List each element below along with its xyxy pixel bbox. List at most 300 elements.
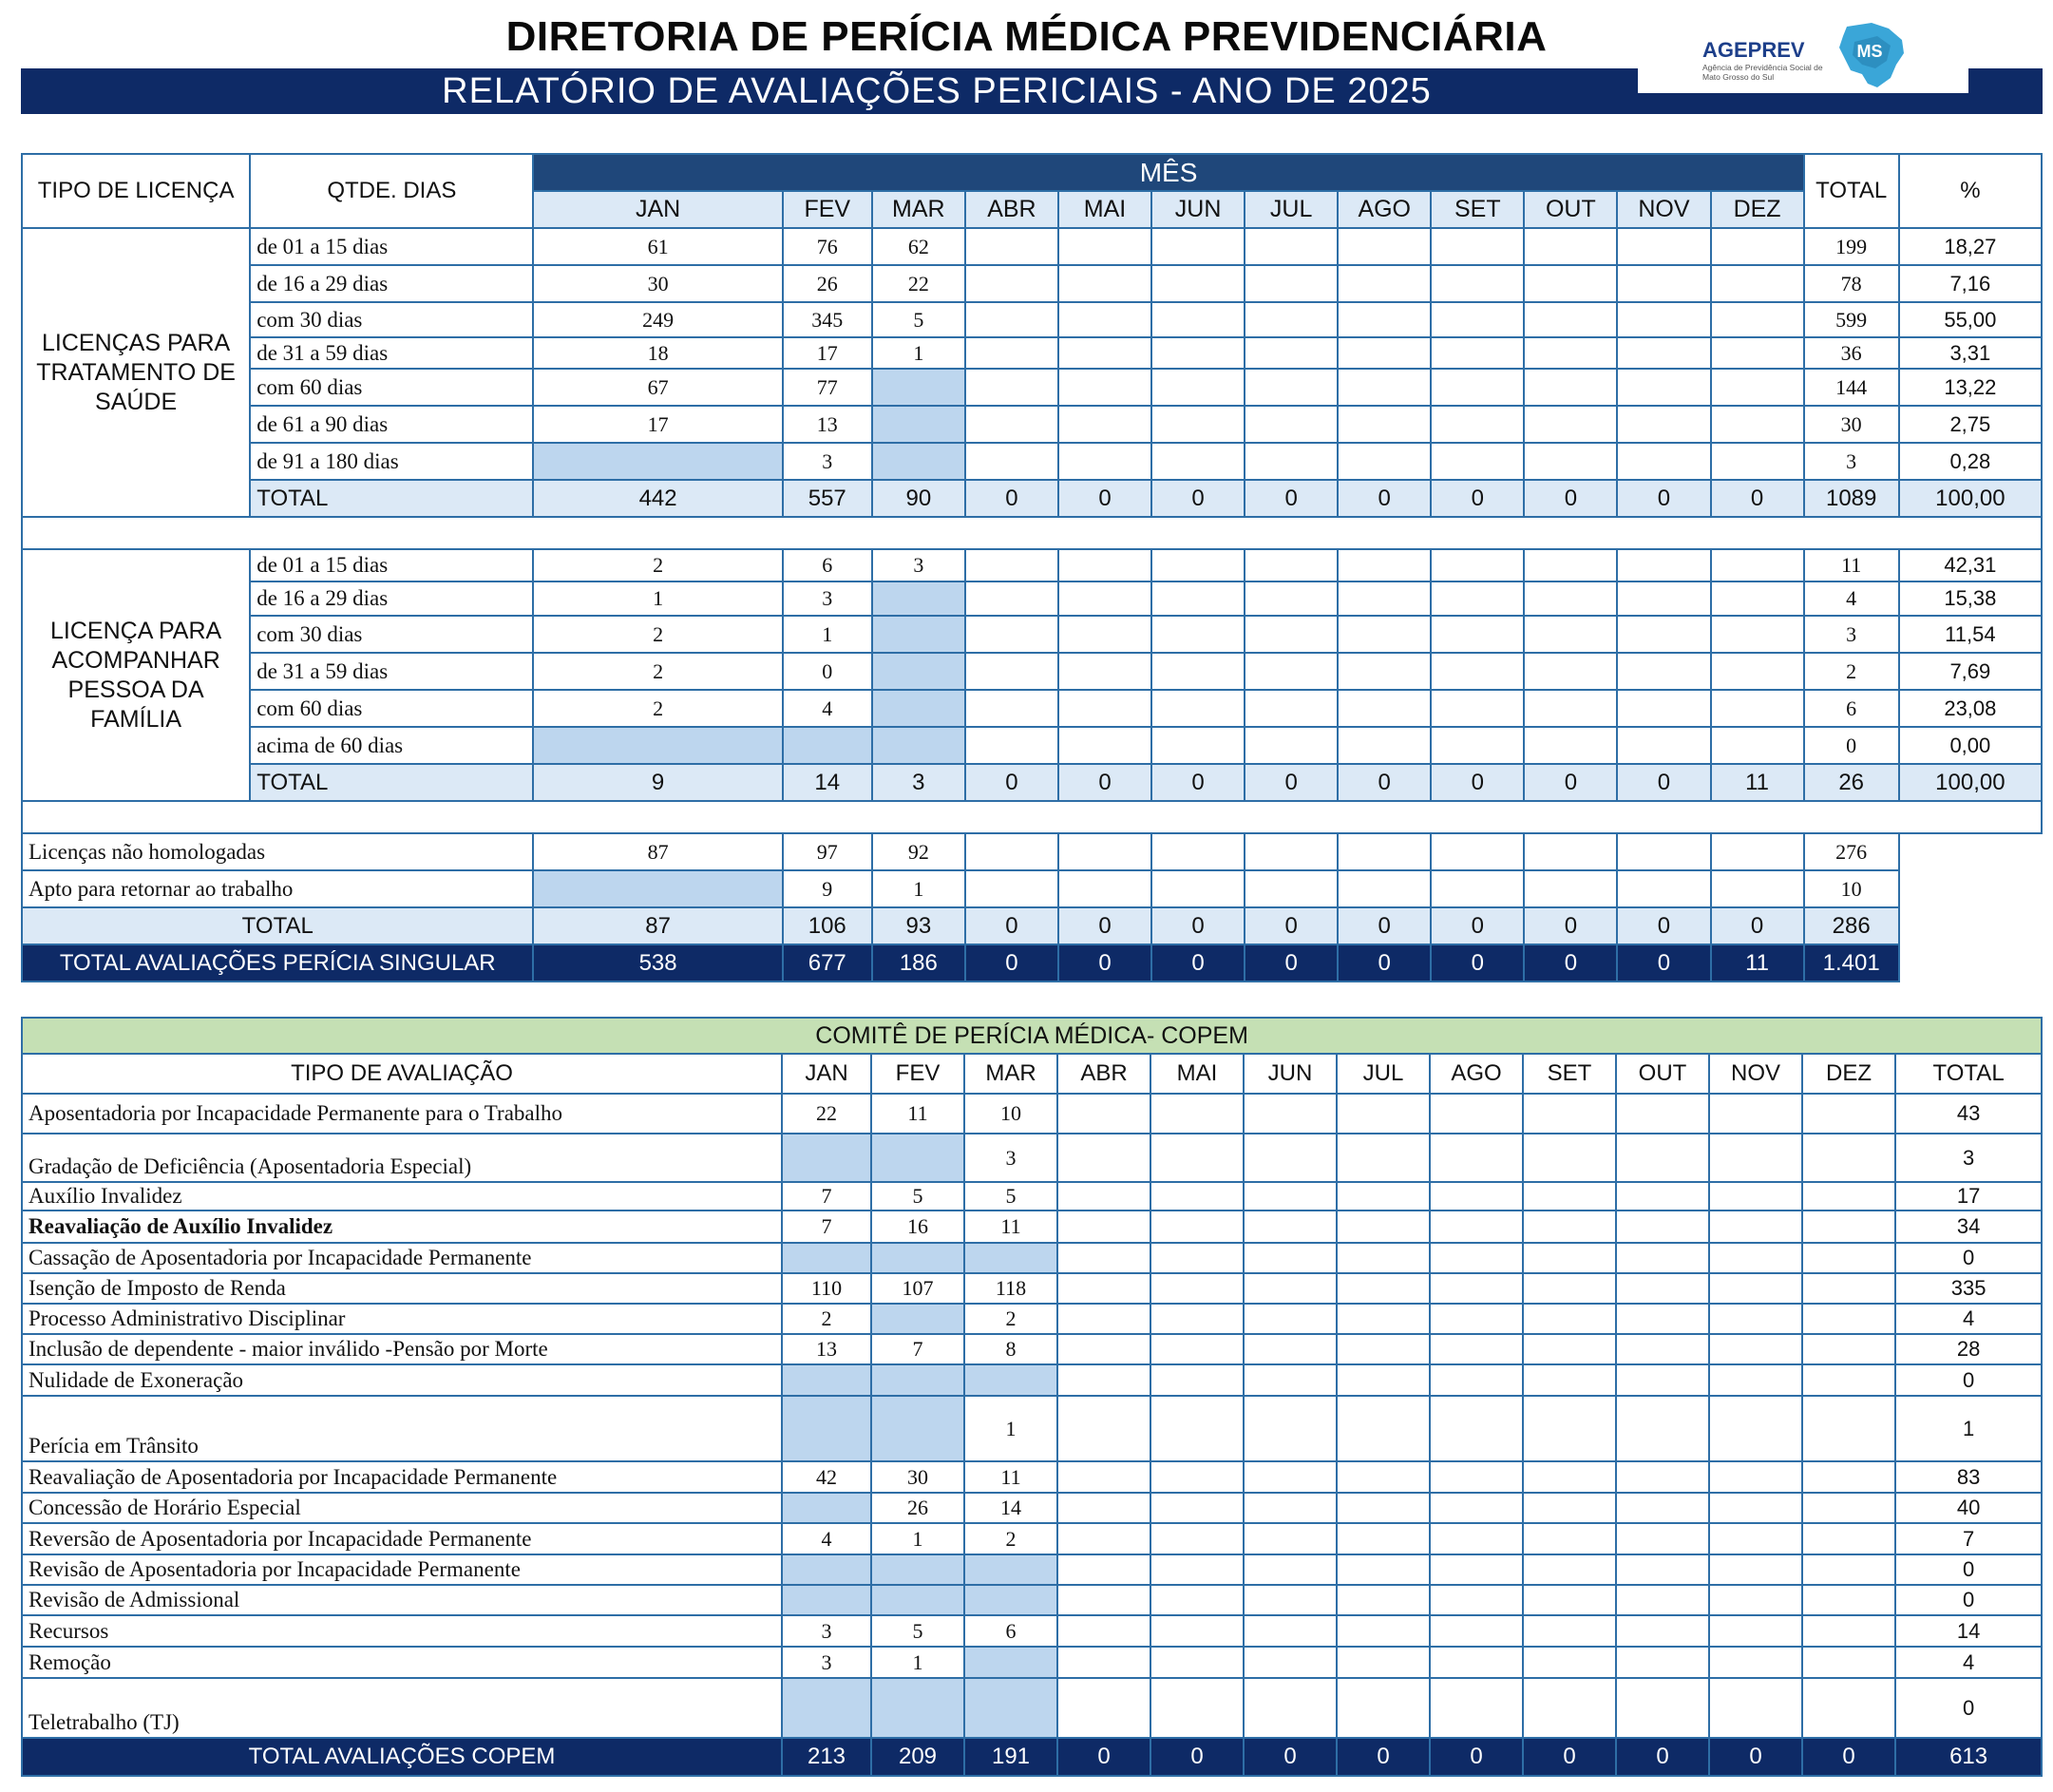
- copem-row-label: Cassação de Aposentadoria por Incapacidade Permanente: [22, 1243, 782, 1273]
- table-row: [22, 443, 2042, 480]
- copem-month-value: [1616, 1182, 1709, 1211]
- copem-month-value: [964, 1647, 1057, 1678]
- month-value: 4: [783, 690, 872, 727]
- total-label: TOTAL: [250, 764, 533, 801]
- copem-month-value: [782, 1396, 871, 1461]
- copem-month-value: [1057, 1243, 1150, 1273]
- copem-month-value: [1523, 1273, 1616, 1304]
- month-value: 13: [783, 406, 872, 443]
- logo-tagline: Agência de Previdência Social de Mato Grosso do Sul: [1702, 63, 1823, 82]
- month-value: [872, 369, 965, 406]
- month-value: [1617, 337, 1710, 369]
- copem-month-value: [1430, 1364, 1523, 1396]
- month-value: 1: [783, 616, 872, 653]
- row-label: de 91 a 180 dias: [250, 443, 533, 480]
- month-value: [1245, 337, 1338, 369]
- month-value: [1338, 549, 1431, 581]
- mes-header: MÊS: [533, 154, 1803, 191]
- copem-month-value: [1616, 1364, 1709, 1396]
- copem-month-value: 16: [871, 1211, 964, 1243]
- empty-cell: [1899, 907, 2042, 944]
- month-value: [1058, 265, 1151, 302]
- copem-month-value: [1150, 1334, 1244, 1364]
- subtitle-text: RELATÓRIO DE AVALIAÇÕES PERICIAIS - ANO DE 2025: [442, 71, 1432, 111]
- copem-month-value: 2: [964, 1523, 1057, 1554]
- total-value: 0: [1431, 764, 1524, 801]
- row-label: com 60 dias: [250, 369, 533, 406]
- month-header-fev: FEV: [783, 191, 872, 228]
- row-pct: 7,69: [1899, 653, 2042, 690]
- month-value: [1151, 616, 1245, 653]
- month-value: 61: [533, 228, 782, 265]
- copem-month-value: [1337, 1615, 1430, 1647]
- month-value: [965, 833, 1058, 870]
- month-value: [1431, 653, 1524, 690]
- month-value: [1151, 581, 1245, 616]
- copem-month-value: [1802, 1615, 1895, 1647]
- copem-month-value: [1337, 1585, 1430, 1615]
- spacer-row-cell: [1899, 517, 2042, 549]
- copem-month-value: [1337, 1134, 1430, 1182]
- table-row: [22, 653, 2042, 690]
- month-value: [1617, 302, 1710, 337]
- copem-month-header-out: OUT: [1616, 1054, 1709, 1094]
- copem-month-value: [1802, 1647, 1895, 1678]
- copem-month-value: [1150, 1678, 1244, 1738]
- month-value: [1524, 616, 1617, 653]
- month-value: [1617, 833, 1710, 870]
- copem-month-value: [1430, 1094, 1523, 1134]
- copem-month-value: [1523, 1334, 1616, 1364]
- copem-row-label: Perícia em Trânsito: [22, 1396, 782, 1461]
- grand-total-value: 0: [1617, 944, 1710, 982]
- month-value: [1617, 870, 1710, 907]
- month-value: [1058, 369, 1151, 406]
- month-value: [1058, 549, 1151, 581]
- copem-month-value: 1: [871, 1523, 964, 1554]
- copem-month-value: [1244, 1523, 1337, 1554]
- total-label: TOTAL: [22, 907, 533, 944]
- month-value: [965, 690, 1058, 727]
- row-total: 78: [1804, 265, 1899, 302]
- copem-month-value: 11: [964, 1211, 1057, 1243]
- month-value: [1058, 228, 1151, 265]
- copem-month-value: [1057, 1273, 1150, 1304]
- copem-month-value: [1337, 1364, 1430, 1396]
- month-value: [965, 653, 1058, 690]
- grand-total-value: 0: [1524, 944, 1617, 982]
- total-value: 0: [1338, 480, 1431, 517]
- total-value: 0: [1338, 907, 1431, 944]
- copem-month-value: [1150, 1364, 1244, 1396]
- copem-month-value: [1057, 1523, 1150, 1554]
- copem-row: [22, 1094, 2042, 1134]
- month-value: [1058, 690, 1151, 727]
- month-value: 97: [783, 833, 872, 870]
- copem-month-value: [1057, 1396, 1150, 1461]
- copem-month-value: [1802, 1273, 1895, 1304]
- tipo-avaliacao-header: TIPO DE AVALIAÇÃO: [22, 1054, 782, 1094]
- month-value: [1058, 833, 1151, 870]
- copem-row: [22, 1182, 2042, 1211]
- empty-cell: [1899, 870, 2042, 907]
- table-row: [22, 302, 2042, 337]
- copem-row-label: Concessão de Horário Especial: [22, 1493, 782, 1523]
- month-value: 6: [783, 549, 872, 581]
- copem-row: [22, 1678, 2042, 1738]
- copem-month-header-mai: MAI: [1150, 1054, 1244, 1094]
- month-value: [1245, 369, 1338, 406]
- month-header-ago: AGO: [1338, 191, 1431, 228]
- copem-month-value: [1337, 1304, 1430, 1334]
- copem-month-value: 5: [871, 1615, 964, 1647]
- copem-month-value: 8: [964, 1334, 1057, 1364]
- month-value: [1245, 833, 1338, 870]
- copem-month-value: [1337, 1243, 1430, 1273]
- total-value: 0: [1617, 764, 1710, 801]
- copem-row-total: 3: [1895, 1134, 2042, 1182]
- copem-table: [21, 1017, 2043, 1777]
- copem-month-value: [1430, 1554, 1523, 1585]
- copem-row-label: Nulidade de Exoneração: [22, 1364, 782, 1396]
- total-value: 557: [783, 480, 872, 517]
- copem-month-value: [1430, 1334, 1523, 1364]
- copem-month-header-nov: NOV: [1709, 1054, 1802, 1094]
- spacer-row-cell: [22, 801, 1899, 833]
- grand-total-row: [22, 944, 2042, 982]
- row-total: 36: [1804, 337, 1899, 369]
- copem-month-value: [1523, 1461, 1616, 1493]
- total-value: 0: [1245, 480, 1338, 517]
- copem-month-value: 5: [871, 1182, 964, 1211]
- month-value: [1151, 690, 1245, 727]
- copem-month-value: [1150, 1554, 1244, 1585]
- copem-month-value: [1709, 1182, 1802, 1211]
- copem-month-value: [1709, 1273, 1802, 1304]
- copem-month-header-abr: ABR: [1057, 1054, 1150, 1094]
- copem-month-value: [1430, 1493, 1523, 1523]
- copem-month-value: 2: [964, 1304, 1057, 1334]
- month-value: [1338, 653, 1431, 690]
- copem-month-value: [871, 1304, 964, 1334]
- copem-month-value: [1337, 1678, 1430, 1738]
- row-total: 4: [1804, 581, 1899, 616]
- copem-month-value: [1523, 1364, 1616, 1396]
- copem-row-label: Teletrabalho (TJ): [22, 1678, 782, 1738]
- copem-month-value: [1244, 1647, 1337, 1678]
- month-value: [1431, 870, 1524, 907]
- month-value: [965, 443, 1058, 480]
- row-pct: 55,00: [1899, 302, 2042, 337]
- total-value: 0: [1058, 764, 1151, 801]
- month-value: [1245, 406, 1338, 443]
- copem-month-value: [1802, 1304, 1895, 1334]
- month-value: [1431, 727, 1524, 764]
- total-value: 0: [1711, 907, 1804, 944]
- row-label: com 60 dias: [250, 690, 533, 727]
- copem-month-value: [1802, 1396, 1895, 1461]
- month-value: [1058, 443, 1151, 480]
- month-value: [1338, 870, 1431, 907]
- month-value: 3: [783, 581, 872, 616]
- copem-month-header-ago: AGO: [1430, 1054, 1523, 1094]
- month-value: 92: [872, 833, 965, 870]
- month-value: [1524, 406, 1617, 443]
- total-value: 0: [1617, 907, 1710, 944]
- copem-month-value: [871, 1134, 964, 1182]
- copem-month-value: [1150, 1493, 1244, 1523]
- month-value: [1711, 870, 1804, 907]
- copem-month-value: [1802, 1364, 1895, 1396]
- copem-row: [22, 1585, 2042, 1615]
- grand-total-sum: 1.401: [1804, 944, 1899, 982]
- copem-row-label: Reversão de Aposentadoria por Incapacidade Permanente: [22, 1523, 782, 1554]
- row-label: com 30 dias: [250, 616, 533, 653]
- copem-month-value: [1150, 1243, 1244, 1273]
- copem-row: [22, 1134, 2042, 1182]
- row-pct: 18,27: [1899, 228, 2042, 265]
- copem-month-value: [1802, 1461, 1895, 1493]
- month-value: [1245, 265, 1338, 302]
- row-total: 144: [1804, 369, 1899, 406]
- copem-month-value: [1057, 1134, 1150, 1182]
- copem-month-value: [1616, 1585, 1709, 1615]
- month-value: [1431, 443, 1524, 480]
- copem-month-value: [1802, 1678, 1895, 1738]
- spacer-row-cell: [1899, 801, 2042, 833]
- month-header-jun: JUN: [1151, 191, 1245, 228]
- month-value: [965, 549, 1058, 581]
- month-value: [1711, 581, 1804, 616]
- copem-month-value: 14: [964, 1493, 1057, 1523]
- copem-month-value: [782, 1493, 871, 1523]
- copem-total-label: TOTAL AVALIAÇÕES COPEM: [22, 1738, 782, 1776]
- copem-row-total: 7: [1895, 1523, 2042, 1554]
- copem-month-header-set: SET: [1523, 1054, 1616, 1094]
- month-value: [1338, 302, 1431, 337]
- copem-month-value: 3: [782, 1647, 871, 1678]
- copem-month-value: 22: [782, 1094, 871, 1134]
- copem-month-value: [1709, 1493, 1802, 1523]
- month-value: 77: [783, 369, 872, 406]
- copem-month-value: [1802, 1585, 1895, 1615]
- copem-month-value: [1057, 1554, 1150, 1585]
- copem-month-value: [1430, 1523, 1523, 1554]
- copem-month-value: [1802, 1094, 1895, 1134]
- copem-month-value: [1709, 1334, 1802, 1364]
- copem-row: [22, 1364, 2042, 1396]
- month-value: [1524, 690, 1617, 727]
- row-total: 11: [1804, 549, 1899, 581]
- copem-month-value: [1244, 1461, 1337, 1493]
- month-value: [872, 616, 965, 653]
- month-value: [1711, 690, 1804, 727]
- empty-cell: [1899, 944, 2042, 982]
- copem-month-value: [1337, 1396, 1430, 1461]
- month-value: 30: [533, 265, 782, 302]
- copem-month-value: [1616, 1094, 1709, 1134]
- month-value: [1431, 369, 1524, 406]
- month-header-out: OUT: [1524, 191, 1617, 228]
- month-value: [1338, 727, 1431, 764]
- month-value: [1338, 228, 1431, 265]
- copem-month-value: [1430, 1211, 1523, 1243]
- month-value: [872, 581, 965, 616]
- copem-month-value: [1709, 1585, 1802, 1615]
- month-value: [1431, 549, 1524, 581]
- month-value: [1617, 653, 1710, 690]
- copem-row: [22, 1243, 2042, 1273]
- row-total: 199: [1804, 228, 1899, 265]
- logo-name: AGEPREV: [1702, 38, 1805, 62]
- month-value: [1431, 265, 1524, 302]
- copem-month-value: [1337, 1273, 1430, 1304]
- month-value: [1431, 228, 1524, 265]
- copem-month-value: [1709, 1211, 1802, 1243]
- copem-month-value: [1430, 1396, 1523, 1461]
- month-value: 3: [872, 549, 965, 581]
- copem-month-value: 13: [782, 1334, 871, 1364]
- ms-map-icon: [1834, 21, 1908, 91]
- copem-month-value: [1523, 1585, 1616, 1615]
- row-total: 10: [1804, 870, 1899, 907]
- row-label: de 16 a 29 dias: [250, 265, 533, 302]
- copem-month-value: [1523, 1396, 1616, 1461]
- copem-month-value: [1057, 1461, 1150, 1493]
- copem-month-value: [1709, 1396, 1802, 1461]
- copem-month-value: 42: [782, 1461, 871, 1493]
- month-value: [872, 443, 965, 480]
- copem-month-value: [1430, 1134, 1523, 1182]
- table-row: [22, 406, 2042, 443]
- month-value: [1151, 653, 1245, 690]
- month-header-abr: ABR: [965, 191, 1058, 228]
- copem-month-value: [1244, 1493, 1337, 1523]
- copem-row-label: Gradação de Deficiência (Aposentadoria Especial): [22, 1134, 782, 1182]
- copem-month-value: [782, 1678, 871, 1738]
- month-value: [965, 265, 1058, 302]
- row-total: 599: [1804, 302, 1899, 337]
- month-value: [1711, 228, 1804, 265]
- copem-month-value: [1057, 1678, 1150, 1738]
- copem-month-value: [1523, 1243, 1616, 1273]
- month-value: [1711, 727, 1804, 764]
- copem-row-label: Revisão de Admissional: [22, 1585, 782, 1615]
- main-table: [21, 153, 2043, 982]
- copem-month-value: 10: [964, 1094, 1057, 1134]
- spacer-row: [22, 517, 2042, 549]
- total-sum: 286: [1804, 907, 1899, 944]
- total-value: 442: [533, 480, 782, 517]
- month-value: 62: [872, 228, 965, 265]
- copem-month-value: [1523, 1523, 1616, 1554]
- total-value: 0: [1245, 764, 1338, 801]
- copem-row: [22, 1493, 2042, 1523]
- total-value: 0: [965, 480, 1058, 517]
- month-value: 67: [533, 369, 782, 406]
- copem-row: [22, 1461, 2042, 1493]
- month-value: 0: [783, 653, 872, 690]
- row-pct: 11,54: [1899, 616, 2042, 653]
- copem-month-value: [782, 1585, 871, 1615]
- copem-row: [22, 1334, 2042, 1364]
- row-label: de 31 a 59 dias: [250, 653, 533, 690]
- month-value: [1524, 228, 1617, 265]
- qtde-dias-header: QTDE. DIAS: [250, 154, 533, 228]
- copem-row-label: Auxílio Invalidez: [22, 1182, 782, 1211]
- month-value: [1151, 228, 1245, 265]
- copem-month-value: [1150, 1585, 1244, 1615]
- copem-month-value: [1337, 1094, 1430, 1134]
- row-label: Apto para retornar ao trabalho: [22, 870, 533, 907]
- copem-total-value: 0: [1616, 1738, 1709, 1776]
- month-value: [1058, 302, 1151, 337]
- spacer-row: [22, 801, 2042, 833]
- month-value: [1151, 833, 1245, 870]
- copem-row-total: 0: [1895, 1585, 2042, 1615]
- month-value: [1151, 727, 1245, 764]
- row-pct: 15,38: [1899, 581, 2042, 616]
- copem-month-value: 2: [782, 1304, 871, 1334]
- row-total: 6: [1804, 690, 1899, 727]
- copem-total-sum: 613: [1895, 1738, 2042, 1776]
- copem-month-value: [1523, 1554, 1616, 1585]
- month-value: [965, 337, 1058, 369]
- month-value: 2: [533, 549, 782, 581]
- copem-month-value: [1802, 1554, 1895, 1585]
- copem-month-header-jan: JAN: [782, 1054, 871, 1094]
- total-row: [22, 764, 2042, 801]
- month-value: [965, 727, 1058, 764]
- copem-row-total: 28: [1895, 1334, 2042, 1364]
- month-value: [965, 581, 1058, 616]
- month-value: [1058, 653, 1151, 690]
- month-value: [1058, 870, 1151, 907]
- month-value: [965, 870, 1058, 907]
- copem-month-value: [1709, 1364, 1802, 1396]
- row-pct: 13,22: [1899, 369, 2042, 406]
- copem-month-value: [1337, 1461, 1430, 1493]
- copem-total-value: 209: [871, 1738, 964, 1776]
- copem-total-value: 0: [1150, 1738, 1244, 1776]
- copem-total-value: 191: [964, 1738, 1057, 1776]
- total-value: 0: [1524, 907, 1617, 944]
- month-value: [533, 870, 782, 907]
- total-value: 87: [533, 907, 782, 944]
- month-value: [1524, 265, 1617, 302]
- section1-category: LICENÇAS PARA TRATAMENTO DE SAÚDE: [22, 228, 250, 517]
- copem-row-total: 14: [1895, 1615, 2042, 1647]
- total-value: 0: [1524, 480, 1617, 517]
- copem-month-value: [1523, 1615, 1616, 1647]
- month-value: [1711, 833, 1804, 870]
- month-value: [1711, 302, 1804, 337]
- copem-month-value: [1523, 1182, 1616, 1211]
- copem-month-value: [1616, 1211, 1709, 1243]
- total-header: TOTAL: [1804, 154, 1899, 228]
- total-pct: 100,00: [1899, 480, 2042, 517]
- copem-month-value: [1616, 1493, 1709, 1523]
- month-value: [1524, 653, 1617, 690]
- month-value: [1151, 870, 1245, 907]
- month-value: [1524, 302, 1617, 337]
- copem-month-value: [1150, 1461, 1244, 1493]
- total-value: 0: [1617, 480, 1710, 517]
- copem-month-value: [871, 1396, 964, 1461]
- copem-month-value: [1057, 1182, 1150, 1211]
- copem-total-value: 0: [1430, 1738, 1523, 1776]
- month-header-nov: NOV: [1617, 191, 1710, 228]
